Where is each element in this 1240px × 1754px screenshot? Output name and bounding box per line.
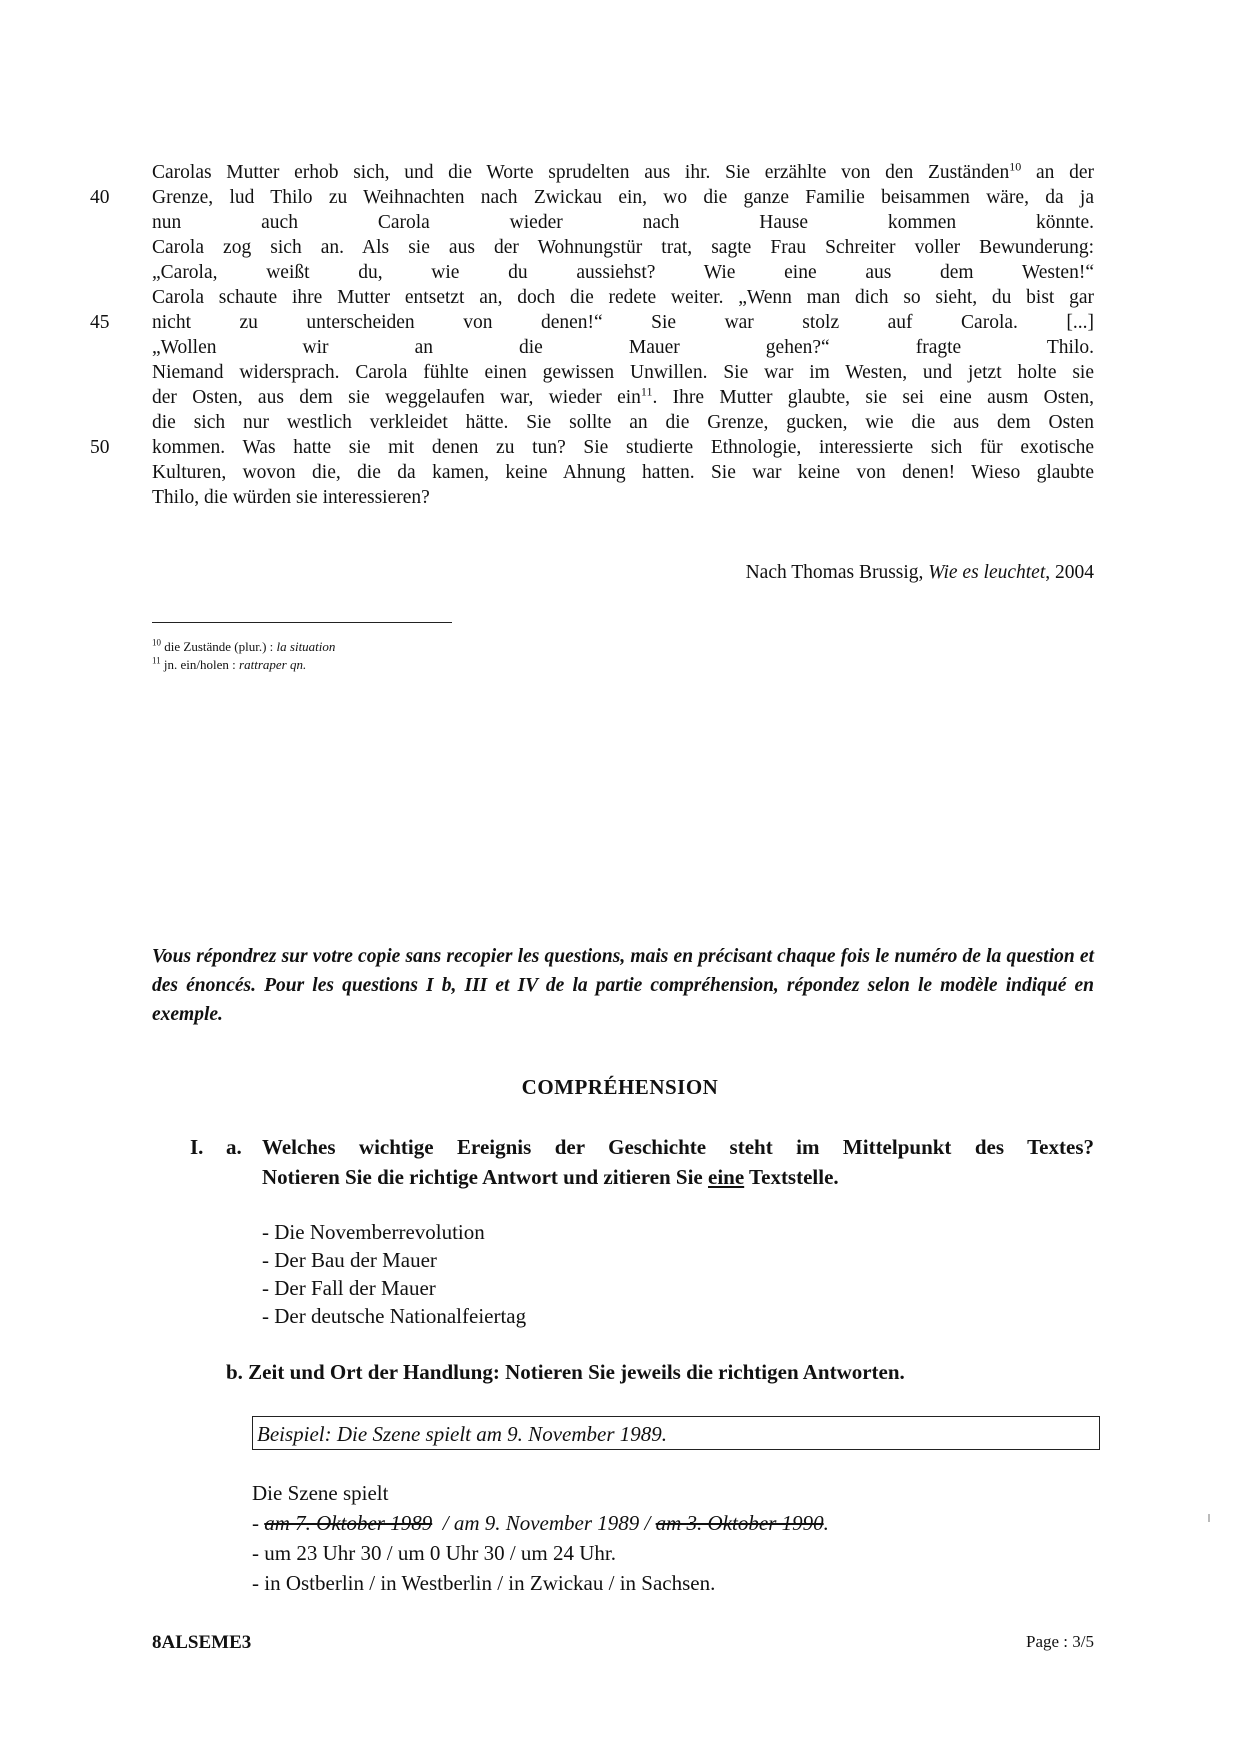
footnotes xyxy=(152,638,335,674)
text-fragment: Niemand widersprach. Carola fühlte einen gewissen Unwillen. Sie war im Westen, und jetzt holte sie xyxy=(152,362,1094,383)
footnote-divider xyxy=(152,622,452,623)
text-line xyxy=(152,485,1094,510)
text-fragment: nun auch Carola wieder nach Hause kommen könnte. xyxy=(152,212,1094,233)
question-number: I. xyxy=(190,1135,204,1159)
text-fragment: Carola zog sich an. Als sie aus der Wohnungstür trat, sagte Frau Schreiter voller Bewunderung: xyxy=(152,237,1094,258)
list-item: - Der Bau der Mauer xyxy=(262,1248,437,1272)
margin-mark xyxy=(1208,1514,1210,1522)
text-fragment: der Osten, aus dem sie weggelaufen war, wieder ein xyxy=(152,387,641,408)
text-fragment: „Carola, weißt du, wie du aussiehst? Wie eine aus dem Westen!“ xyxy=(152,262,1094,283)
text-fragment: kommen. Was hatte sie mit denen zu tun? Sie studierte Ethnologie, interessierte sich für exotische xyxy=(152,437,1094,458)
text-line xyxy=(152,235,1094,260)
underlined-word: eine xyxy=(708,1165,745,1189)
answer-row-date: - am 7. Oktober 1989 / am 9. November 1989 / am 3. Oktober 1990. xyxy=(252,1511,829,1535)
answer-options xyxy=(262,1218,526,1330)
text-line xyxy=(152,210,1094,235)
text-line xyxy=(90,310,1094,335)
answer-row-place: - in Ostberlin / in Westberlin / in Zwickau / in Sachsen. xyxy=(252,1571,716,1595)
source-year: , 2004 xyxy=(1045,562,1094,583)
question-I-a-line1: Welches wichtige Ereignis der Geschichte steht im Mittelpunkt des Textes? xyxy=(262,1135,1094,1159)
text-line xyxy=(152,335,1094,360)
list-item: - Der deutsche Nationalfeiertag xyxy=(262,1304,527,1328)
page-number: Page : 3/5 xyxy=(1026,1632,1094,1651)
exam-code: 8ALSEME3 xyxy=(152,1632,252,1653)
text-line xyxy=(90,185,1094,210)
answer-block xyxy=(252,1478,829,1598)
section-title: COMPRÉHENSION xyxy=(521,1075,719,1099)
line-number: 40 xyxy=(90,187,110,208)
footnote-ref: 10 xyxy=(1009,159,1022,174)
text-fragment: Grenze, lud Thilo zu Weihnachten nach Zwickau ein, wo die ganze Familie beisammen wäre, da ja xyxy=(152,187,1094,208)
text-fragment: Carolas Mutter erhob sich, und die Worte sprudelten aus ihr. Sie erzählte von den Zuständen xyxy=(152,162,1010,183)
text-fragment: Kulturen, wovon die, die da kamen, keine Ahnung hatten. Sie war keine von denen! Wieso glaubte xyxy=(152,462,1094,483)
line-number: 50 xyxy=(90,437,110,458)
text-line xyxy=(152,360,1094,385)
question-I-a-line2: Notieren Sie die richtige Antwort und zitieren Sie eine Textstelle. xyxy=(262,1165,839,1189)
text-fragment: Thilo, die würden sie interessieren? xyxy=(152,487,430,508)
text-line xyxy=(90,435,1094,460)
answer-intro: Die Szene spielt xyxy=(252,1481,389,1505)
footnote-11: $^{11}$ jn. ein/holen : rattraper qn. xyxy=(152,655,307,672)
text-line xyxy=(152,460,1094,485)
text-fragment: Carola schaute ihre Mutter entsetzt an, doch die redete weiter. „Wenn man dich so sieht, du bist gar xyxy=(152,287,1094,308)
text-source xyxy=(746,562,1094,584)
source-title: Wie es leuchtet xyxy=(928,562,1046,583)
text-line xyxy=(152,260,1094,285)
source-author: Nach Thomas Brussig, xyxy=(745,562,929,583)
footnote-10: $^{10}$ die Zustände (plur.) : la situation xyxy=(152,637,336,654)
struck-option: am 3. Oktober 1990 xyxy=(655,1511,824,1535)
struck-option: am 7. Oktober 1989 xyxy=(264,1511,433,1535)
question-I-b: b. Zeit und Ort der Handlung: Notieren Sie jeweils die richtigen Antworten. xyxy=(226,1360,905,1384)
text-fragment: „Wollen wir an die Mauer gehen?“ fragte Thilo. xyxy=(152,337,1094,358)
example-box: Beispiel: Die Szene spielt am 9. November 1989. xyxy=(252,1416,1100,1450)
text-fragment: an der xyxy=(1021,162,1094,183)
answer-instructions: Vous répondrez sur votre copie sans recopier les questions, mais en précisant chaque fois le numéro de la question et des énoncés. Pour les questions I b, III et IV de la partie compréhension, répondez selon le modèle indiqué en exemple. xyxy=(152,946,1094,1025)
footnote-ref: 11 xyxy=(640,384,653,399)
text-fragment: die sich nur westlich verkleidet hätte. Sie sollte an die Grenze, gucken, wie die aus dem Osten xyxy=(152,412,1094,433)
text-fragment: . Ihre Mutter glaubte, sie sei eine ausm Osten, xyxy=(652,387,1094,408)
line-number: 45 xyxy=(90,312,110,333)
text-line xyxy=(152,285,1094,310)
answer-row-time: - um 23 Uhr 30 / um 0 Uhr 30 / um 24 Uhr. xyxy=(252,1541,616,1565)
literary-text xyxy=(90,159,1094,510)
text-line xyxy=(152,160,1094,185)
list-item: - Der Fall der Mauer xyxy=(262,1276,436,1300)
text-fragment: nicht zu unterscheiden von denen!“ Sie war stolz auf Carola. [...] xyxy=(152,312,1094,333)
text-line xyxy=(152,410,1094,435)
question-I-a xyxy=(190,1132,1094,1192)
text-line xyxy=(152,385,1094,410)
list-item: - Die Novemberrevolution xyxy=(262,1220,485,1244)
question-letter: a. xyxy=(226,1135,242,1159)
